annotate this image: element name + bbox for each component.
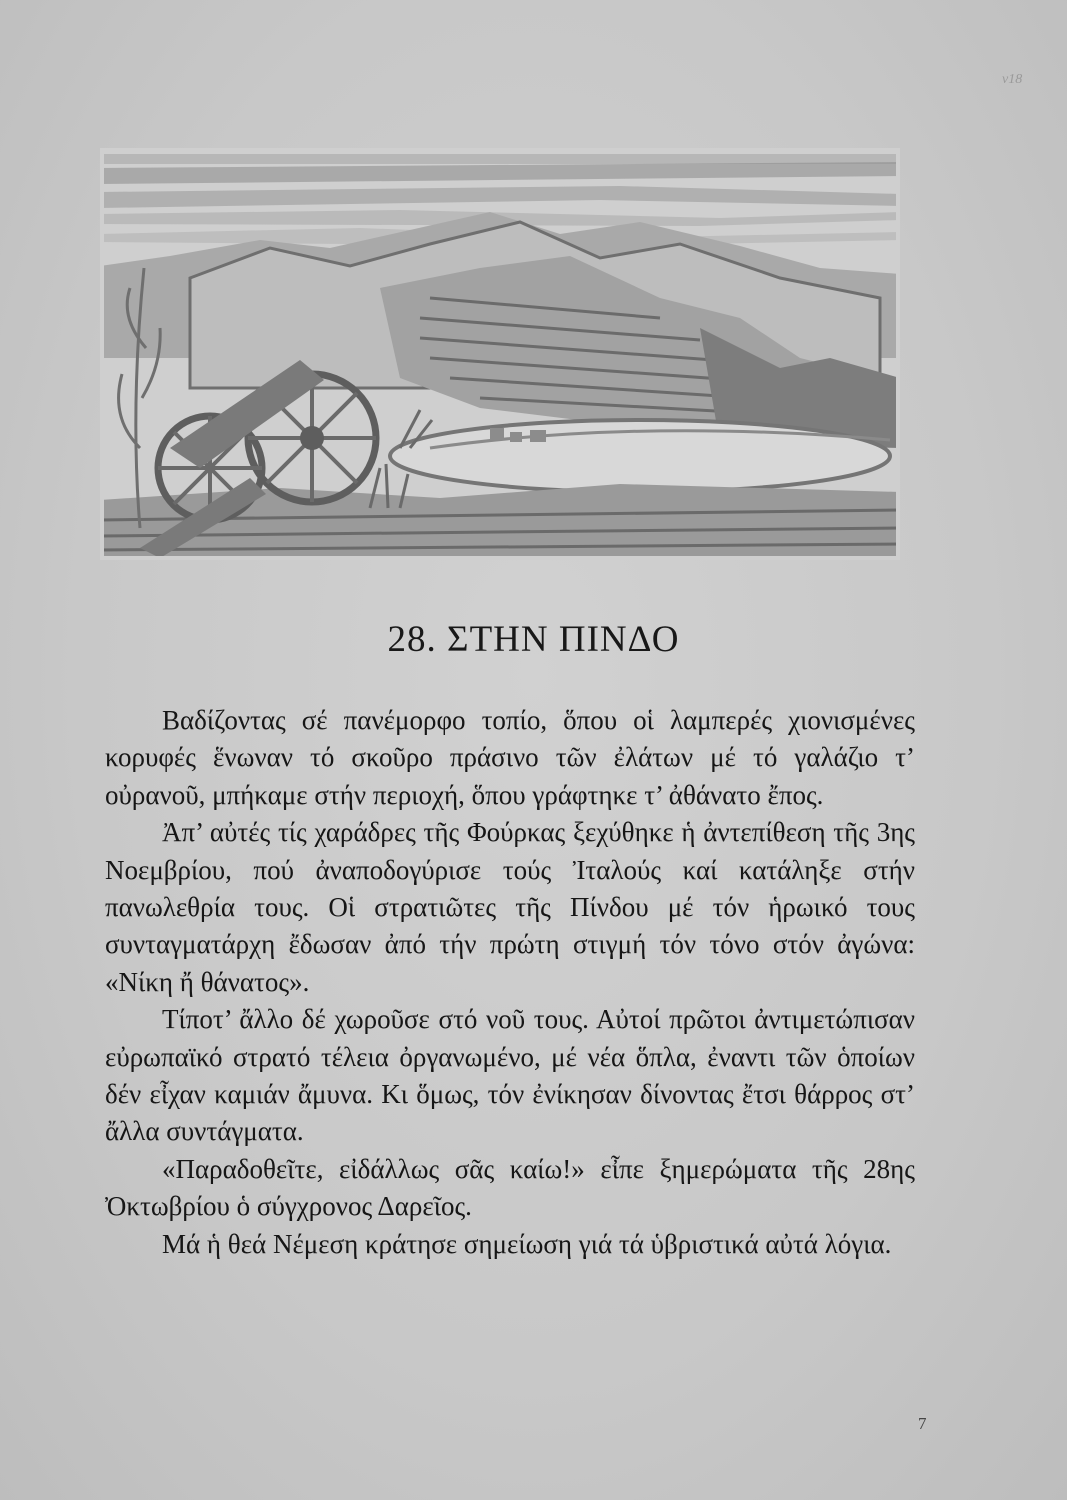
paragraph: «Παραδοθεῖτε, εἰδάλλως σᾶς καίω!» εἶπε ξημερώματα τῆς 28ης Ὀκτωβρίου ὁ σύγχρονος Δαρεῖος. [105, 1153, 915, 1222]
corner-pencil-mark: ν18 [1002, 72, 1023, 87]
paragraph: Μά ἡ θεά Νέμεση κράτησε σημείωση γιά τά ὑβριστικά αὐτά λόγια. [162, 1228, 892, 1259]
chapter-body [105, 702, 915, 1263]
chapter-title: 28. ΣΤΗΝ ΠΙΝΔΟ [387, 619, 680, 660]
paragraph: Βαδίζοντας σέ πανέμορφο τοπίο, ὅπου οἱ λαμπερές χιονισμένες κορυφές ἕνωναν τό σκοῦρο πράσινο τῶν ἐλάτων μέ τό γαλάζιο τ’ οὐρανοῦ, μπήκαμε στήν περιοχή, ὅπου γράφτηκε τ’ ἀθάνατο ἔπος. [105, 705, 915, 810]
landscape-cannon-illustration [100, 148, 900, 560]
paragraph: Ἀπ’ αὐτές τίς χαράδρες τῆς Φούρκας ξεχύθηκε ἡ ἀντεπίθεση τῆς 3ης Νοεμβρίου, πού ἀναποδογύρισε τούς Ἰταλούς καί κατάληξε στήν πανωλεθρία τους. Οἱ στρατιῶτες τῆς Πίνδου μέ τόν ἡρωικό τους συνταγματάρχη ἔδωσαν ἀπό τήν πρώτη στιγμή τόν τόνο στόν ἀγώνα: «Νίκη ἤ θάνατος». [105, 817, 915, 997]
page-number: 7 [918, 1414, 927, 1433]
paragraph: Τίποτ’ ἄλλο δέ χωροῦσε στό νοῦ τους. Αὐτοί πρῶτοι ἀντιμετώπισαν εὐρωπαϊκό στρατό τέλεια ὀργανωμένο, μέ νέα ὅπλα, ἐναντι τῶν ὁποίων δέν εἶχαν καμιάν ἄμυνα. Κι ὅμως, τόν ἐνίκησαν δίνοντας ἔτσι θάρρος στ’ ἄλλα συντάγματα. [105, 1004, 915, 1147]
